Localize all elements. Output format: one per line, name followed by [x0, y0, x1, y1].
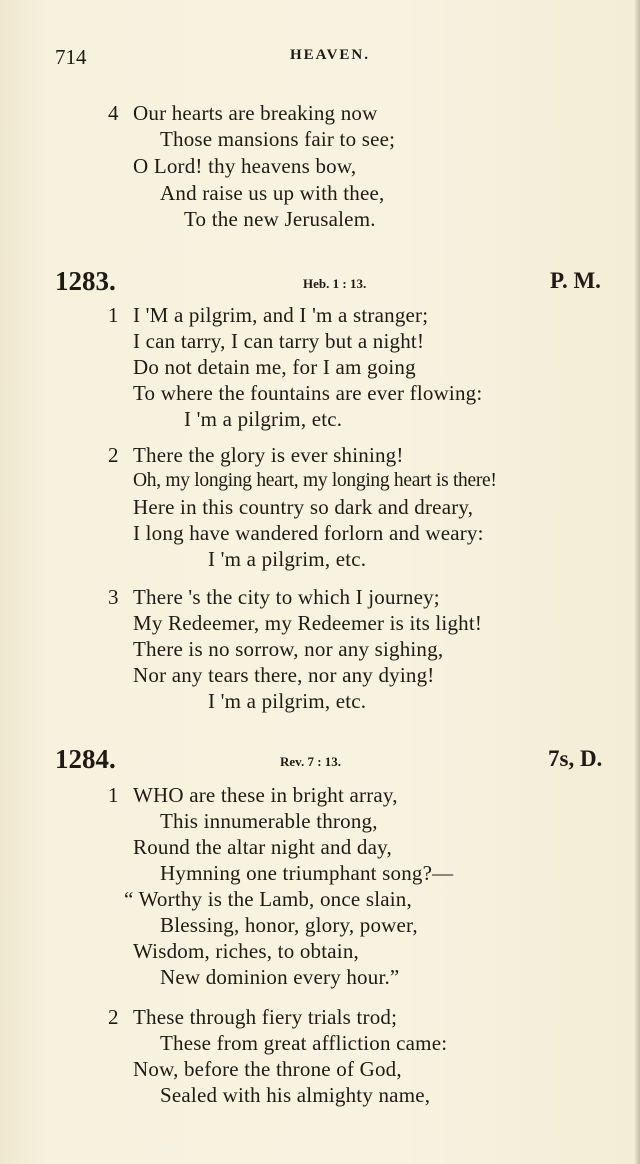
verse-line: Wisdom, riches, to obtain,: [133, 939, 359, 963]
scripture-reference: Heb. 1 : 13.: [303, 276, 367, 291]
verse-number: 2: [108, 1005, 119, 1029]
verse-line: Here in this country so dark and dreary,: [133, 495, 474, 519]
page-number: 714: [55, 45, 87, 69]
verse-number: 2: [108, 443, 119, 467]
verse-line: Blessing, honor, glory, power,: [160, 913, 418, 937]
verse-line: Round the altar night and day,: [133, 835, 392, 859]
hymn-number: 1283.: [55, 266, 116, 296]
verse-line: To the new Jerusalem.: [184, 207, 376, 231]
verse-line: Our hearts are breaking now: [133, 101, 378, 125]
page-edge-shadow: [634, 0, 640, 1164]
verse-line: Oh, my longing heart, my longing heart is there!: [133, 470, 497, 491]
verse-line: To where the fountains are ever flowing:: [133, 381, 483, 405]
scripture-reference: Rev. 7 : 13.: [280, 754, 342, 769]
verse-line: I long have wandered forlorn and weary:: [133, 521, 484, 545]
verse-line: These through fiery trials trod;: [133, 1005, 398, 1029]
verse-line: Hymning one triumphant song?—: [160, 861, 454, 885]
verse-line: These from great affliction came:: [160, 1031, 448, 1055]
verse-line: I 'm a pilgrim, etc.: [208, 547, 367, 571]
verse-line: I 'm a pilgrim, etc.: [184, 407, 343, 431]
running-head: HEAVEN.: [290, 47, 370, 63]
verse-line: This innumerable throng,: [160, 809, 378, 833]
verse-line: WHO are these in bright array,: [133, 783, 398, 807]
verse-number: 1: [108, 303, 119, 327]
verse-line: Now, before the throne of God,: [133, 1057, 402, 1081]
verse-line: I can tarry, I can tarry but a night!: [133, 329, 425, 353]
verse-line: New dominion every hour.”: [160, 965, 400, 989]
verse-number: 4: [108, 101, 119, 125]
verse-line: “ Worthy is the Lamb, once slain,: [124, 887, 412, 911]
verse-line: And raise us up with thee,: [160, 181, 385, 205]
hymn-number: 1284.: [55, 744, 116, 774]
verse-line: O Lord! thy heavens bow,: [133, 154, 357, 178]
verse-line: Sealed with his almighty name,: [160, 1083, 431, 1107]
verse-number: 3: [108, 585, 119, 609]
verse-line: I 'M a pilgrim, and I 'm a stranger;: [133, 303, 429, 327]
verse-line: Do not detain me, for I am going: [133, 355, 416, 379]
meter-label: 7s, D.: [548, 746, 603, 771]
verse-line: I 'm a pilgrim, etc.: [208, 689, 367, 713]
verse-number: 1: [108, 783, 119, 807]
meter-label: P. M.: [550, 268, 601, 293]
verse-line: My Redeemer, my Redeemer is its light!: [133, 611, 483, 635]
verse-line: There the glory is ever shining!: [133, 443, 404, 467]
verse-line: There 's the city to which I journey;: [133, 585, 440, 609]
verse-line: Nor any tears there, nor any dying!: [133, 663, 435, 687]
verse-line: There is no sorrow, nor any sighing,: [133, 637, 444, 661]
verse-line: Those mansions fair to see;: [160, 127, 396, 151]
